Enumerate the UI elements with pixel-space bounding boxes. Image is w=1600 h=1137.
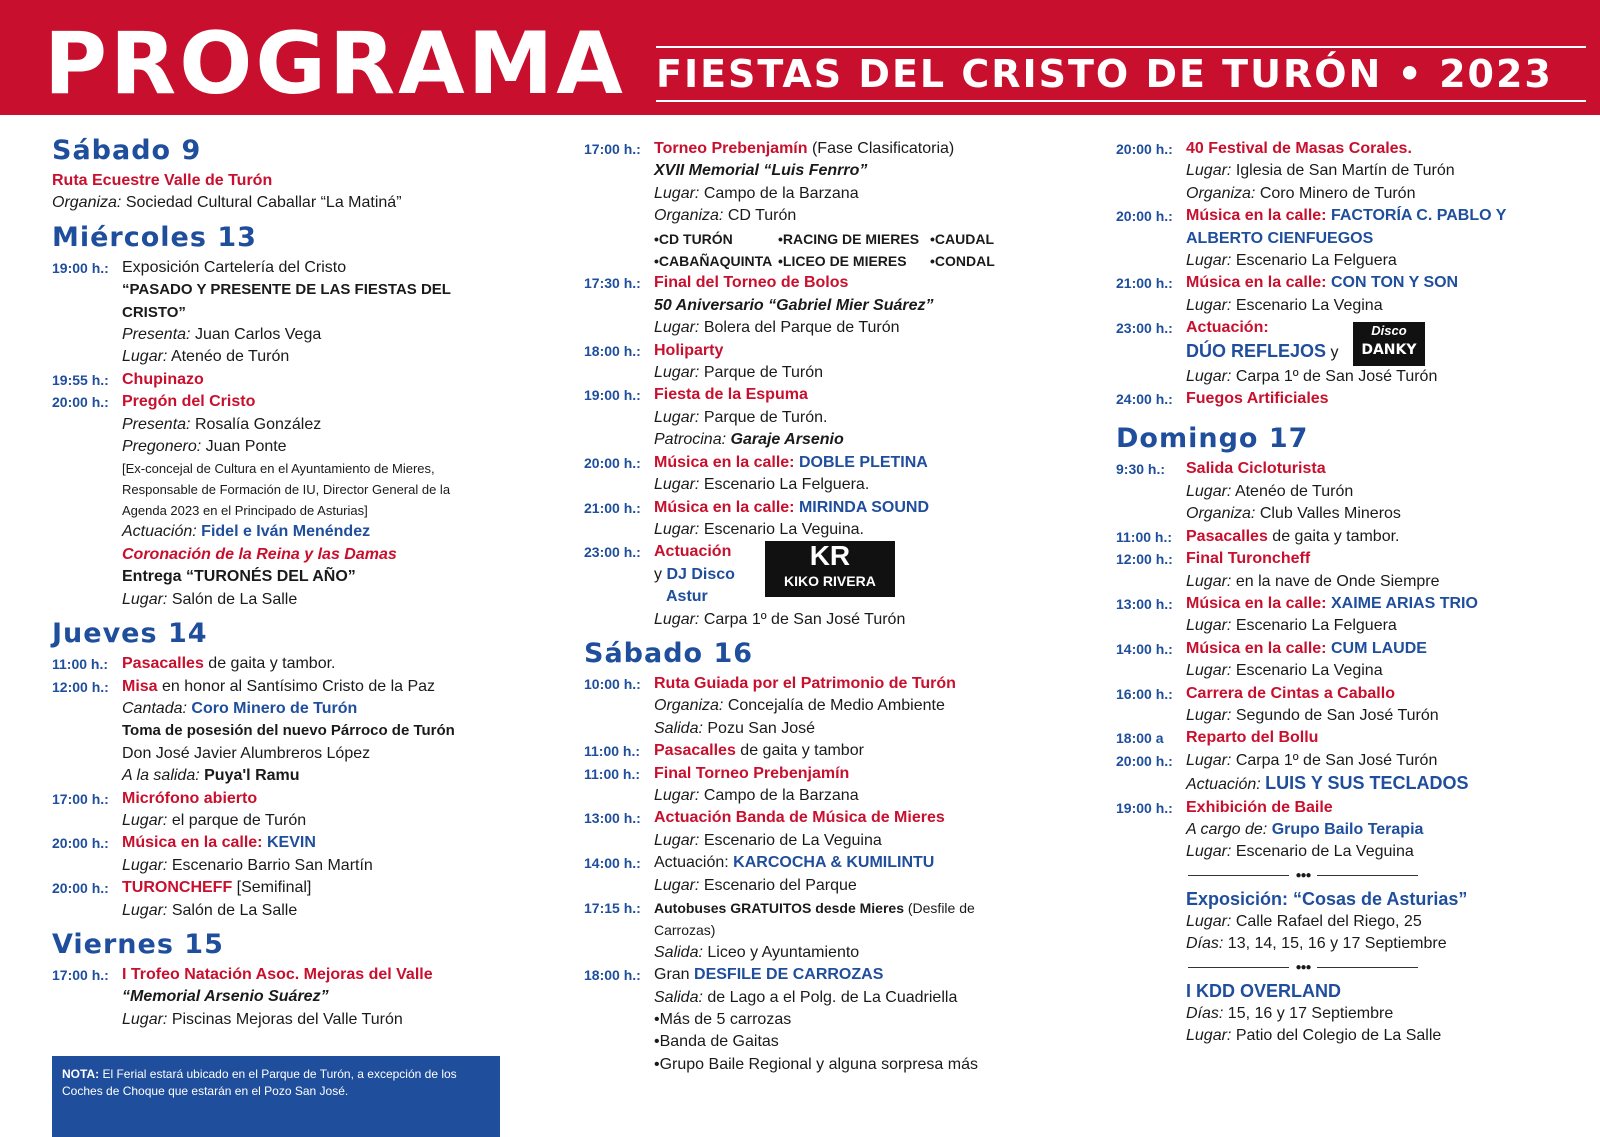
header-banner — [0, 0, 1600, 115]
event-title: Salida Cicloturista — [1186, 460, 1326, 478]
event-time: 20:00 h.: — [52, 880, 109, 897]
event-title: Reparto del Bollu — [1186, 729, 1319, 747]
event-row — [1116, 458, 1576, 525]
event-time: 18:00 h.: — [584, 967, 641, 984]
event-row — [1116, 272, 1576, 317]
event-row — [1116, 205, 1576, 272]
event-detail: Carpa 1º de San José Turón — [1235, 751, 1438, 769]
event-title: Pasacalles — [654, 742, 736, 760]
event-time: 20:00 h.: — [1116, 141, 1173, 157]
event-time: 23:00 h.: — [584, 544, 641, 561]
event-title: Gran — [654, 966, 690, 984]
event-detail: Patio del Colegio de La Salle — [1235, 1027, 1442, 1044]
label: Lugar: — [1186, 617, 1232, 635]
event-row — [584, 272, 1034, 339]
event-row — [1116, 683, 1576, 728]
event-detail: Rosalía González — [194, 415, 322, 433]
event-row — [52, 653, 502, 675]
event-detail: Juan Carlos Vega — [194, 326, 322, 344]
event-time: 9:30 h.: — [1116, 461, 1166, 478]
event-title: Ruta Ecuestre Valle de Turón — [52, 172, 273, 189]
event-detail: Carpa 1º de San José Turón — [703, 610, 906, 628]
event-title: Música en la calle: — [654, 498, 795, 516]
event-detail: (Fase Clasificatoria) — [807, 140, 955, 157]
label: A la salida: — [122, 767, 200, 785]
event-detail: Salón de La Salle — [171, 590, 298, 608]
subtitle-frame — [656, 46, 1586, 102]
event-detail: Escenario de La Veguina — [703, 831, 882, 849]
event-row — [52, 877, 502, 922]
event-title: Música en la calle: — [654, 453, 795, 471]
team-item: •RACING DE MIERES — [778, 230, 920, 247]
event-time: 17:15 h.: — [584, 900, 641, 916]
artist-name: KARCOCHA & KUMILINTU — [733, 854, 935, 872]
event-title: Pasacalles — [122, 655, 204, 673]
artist-name: CON TON Y SON — [1330, 274, 1459, 292]
label: Lugar: — [654, 610, 700, 628]
event-title: Ruta Guiada por el Patrimonio de Turón — [654, 674, 956, 692]
event-detail: Campo de la Barzana — [703, 786, 859, 804]
label: Lugar: — [654, 876, 700, 894]
note-box — [52, 1056, 500, 1137]
event-row — [584, 763, 1034, 808]
label: Lugar: — [1186, 482, 1232, 500]
event-title: Música en la calle: — [1186, 639, 1327, 657]
event-row — [584, 384, 1034, 451]
event-row — [52, 788, 502, 833]
event-time: 13:00 h.: — [1116, 595, 1173, 612]
divider-dots: ●●● — [1295, 869, 1311, 881]
event-subtitle: Toma de posesión del nuevo Párroco de Turón — [122, 722, 455, 740]
event-detail: Atenéo de Turón — [1234, 482, 1354, 500]
event-detail: de gaita y tambor. — [203, 655, 336, 673]
kdd-title: I KDD OVERLAND — [1186, 980, 1342, 1001]
event-time: 19:00 h.: — [584, 387, 641, 404]
event-subtitle: Coronación de la Reina y las Damas — [122, 545, 397, 563]
team-item: •CONDAL — [930, 253, 995, 270]
label: Organiza: — [1186, 184, 1256, 202]
event-time: 17:30 h.: — [584, 275, 641, 292]
event-row — [52, 170, 502, 215]
bullet-item: •Grupo Baile Regional y alguna sorpresa más — [654, 1055, 978, 1073]
label: Lugar: — [654, 520, 700, 538]
event-note: Agenda 2023 en el Principado de Asturias] — [122, 503, 368, 519]
label: Lugar: — [1186, 367, 1232, 385]
label: Lugar: — [654, 786, 700, 804]
program-title: PROGRAMA — [44, 14, 626, 114]
artist-name: ALBERTO CIENFUEGOS — [1186, 229, 1374, 247]
event-detail: (Desfile de Carrozas) — [654, 900, 975, 939]
label: Lugar: — [654, 364, 700, 382]
event-title: Música en la calle: — [1186, 274, 1327, 292]
note-label: NOTA: — [62, 1067, 100, 1081]
event-time: 20:00 h.: — [584, 454, 641, 471]
event-detail: Campo de la Barzana — [703, 184, 859, 202]
label: Lugar: — [1186, 912, 1232, 930]
event-title: Carrera de Cintas a Caballo — [1186, 684, 1395, 702]
kiko-rivera-logo — [765, 541, 895, 597]
event-detail: Pozu San José — [707, 719, 815, 737]
event-time: 21:00 h.: — [1116, 275, 1173, 292]
logo-label: Disco — [1371, 322, 1407, 338]
event-row — [584, 807, 1034, 852]
artist-name: Astur — [666, 588, 708, 606]
event-time: 19:00 h.: — [52, 259, 109, 276]
event-time: 11:00 h.: — [584, 765, 641, 782]
event-detail: Escenario del Parque — [703, 876, 857, 894]
label: Lugar: — [1186, 751, 1232, 769]
event-title: Chupinazo — [122, 370, 204, 388]
divider-dots: ●●● — [1295, 961, 1311, 973]
event-detail: Coro Minero de Turón — [1259, 184, 1416, 202]
event-row — [584, 852, 1034, 897]
label: Patrocina: — [654, 431, 727, 449]
exhibition-title: Exposición: “Cosas de Asturias” — [1186, 888, 1468, 909]
event-time: 13:00 h.: — [584, 810, 641, 827]
day-heading-sabado-9: Sábado 9 — [52, 135, 202, 166]
artist-name: Grupo Bailo Terapia — [1271, 820, 1424, 838]
event-title: Actuación: — [1186, 319, 1269, 337]
event-title: Pregón del Cristo — [122, 393, 256, 411]
event-title: Pasacalles — [1186, 527, 1268, 545]
event-title: Actuación — [654, 543, 732, 561]
event-row — [1116, 388, 1576, 410]
label: Lugar: — [1186, 296, 1232, 314]
event-row — [1116, 593, 1576, 638]
event-row — [52, 964, 502, 1031]
label: Lugar: — [654, 831, 700, 849]
event-row — [52, 369, 502, 391]
label: Lugar: — [1186, 706, 1232, 724]
event-detail: Don José Javier Alumbreros López — [122, 744, 371, 762]
section-divider — [1188, 962, 1418, 973]
label: Lugar: — [122, 1010, 168, 1028]
label: Lugar: — [654, 184, 700, 202]
event-title: TURONCHEFF — [122, 879, 233, 897]
day-heading-miercoles-13: Miércoles 13 — [52, 221, 257, 253]
logo-name: KIKO RIVERA — [784, 573, 876, 590]
label: A cargo de: — [1186, 820, 1268, 838]
event-row — [52, 257, 502, 369]
event-detail: Escenario La Felguera — [1235, 617, 1397, 635]
event-detail: Atenéo de Turón — [170, 348, 290, 366]
label: Actuación: — [122, 523, 197, 541]
event-title: Holiparty — [654, 341, 724, 359]
event-time: 17:00 h.: — [52, 966, 109, 983]
event-detail: Segundo de San José Turón — [1235, 706, 1439, 724]
event-detail: Sociedad Cultural Caballar “La Matiná” — [125, 194, 402, 212]
event-highlight: DESFILE DE CARROZAS — [694, 966, 884, 984]
event-title: Exhibición de Baile — [1186, 798, 1333, 816]
event-title: Música en la calle: — [122, 834, 263, 852]
event-row — [584, 673, 1034, 740]
logo-name: DANKY — [1361, 341, 1417, 358]
artist-name: Coro Minero de Turón — [191, 699, 358, 717]
event-title: I Trofeo Natación Asoc. Mejoras del Valle — [122, 965, 433, 983]
label: Cantada: — [122, 699, 187, 717]
label: Días: — [1186, 935, 1224, 953]
event-title: Música en la calle: — [1186, 594, 1327, 612]
event-row — [584, 541, 1034, 631]
artist-name: CUM LAUDE — [1330, 639, 1427, 657]
team-item: •LICEO DE MIERES — [778, 253, 907, 270]
bullet-item: •Más de 5 carrozas — [654, 1011, 792, 1029]
event-detail: Iglesia de San Martín de Turón — [1235, 162, 1455, 180]
event-detail: Escenario La Felguera. — [703, 476, 870, 494]
event-time: 17:00 h.: — [584, 141, 641, 157]
label: Lugar: — [1186, 843, 1232, 861]
event-detail: Salón de La Salle — [171, 901, 298, 919]
event-detail: 15, 16 y 17 Septiembre — [1227, 1004, 1394, 1022]
event-row — [584, 497, 1034, 542]
day-heading-viernes-15: Viernes 15 — [52, 928, 224, 960]
event-title: Actuación Banda de Música de Mieres — [654, 809, 945, 827]
event-time: 20:00 h.: — [1116, 208, 1173, 225]
label: Salida: — [654, 719, 703, 737]
note-text: El Ferial estará ubicado en el Parque de Turón, a excepción de los Coches de Choque que estarán en el Pozo San José. — [62, 1067, 457, 1098]
event-title: Final Turoncheff — [1186, 550, 1311, 568]
artist-name: KEVIN — [266, 834, 316, 852]
label: Actuación: — [1186, 776, 1261, 794]
event-subtitle: “Memorial Arsenio Suárez” — [122, 988, 329, 1006]
team-item: •CD TURÓN — [654, 230, 733, 247]
event-time: 20:00 h.: — [52, 835, 109, 852]
festival-subtitle: FIESTAS DEL CRISTO DE TURÓN • 2023 — [656, 52, 1553, 96]
event-time: 23:00 h.: — [1116, 320, 1173, 337]
event-title: Actuación: — [654, 854, 729, 872]
event-detail: de Lago a el Polg. de La Cuadriella — [707, 988, 958, 1006]
event-detail: Carpa 1º de San José Turón — [1235, 367, 1438, 385]
event-detail: Liceo y Ayuntamiento — [707, 943, 860, 961]
event-row — [584, 340, 1034, 385]
event-time: 17:00 h.: — [52, 790, 109, 807]
event-detail: Escenario La Veguina. — [703, 520, 864, 538]
column-2 — [584, 138, 1034, 1076]
event-title: Misa — [122, 677, 158, 695]
event-time: 11:00 h.: — [1116, 528, 1173, 545]
conjunction: y — [1330, 343, 1339, 361]
event-row — [1116, 750, 1576, 797]
event-subtitle: XVII Memorial “Luis Fenrro” — [654, 162, 868, 180]
label: Lugar: — [654, 319, 700, 337]
event-time: 11:00 h.: — [52, 656, 109, 673]
event-subtitle: “PASADO Y PRESENTE DE LAS FIESTAS DEL CRISTO” — [122, 281, 451, 321]
event-title: Exposición Cartelería del Cristo — [122, 258, 347, 276]
label: Pregonero: — [122, 438, 202, 456]
label: Lugar: — [122, 811, 168, 829]
event-detail: en honor al Santísimo Cristo de la Paz — [157, 677, 436, 695]
event-detail: Club Valles Mineros — [1259, 505, 1401, 523]
event-note: [Ex-concejal de Cultura en el Ayuntamiento de Mieres, — [122, 461, 435, 477]
event-time: 14:00 h.: — [1116, 640, 1173, 657]
event-title: Fuegos Artificiales — [1186, 390, 1329, 408]
day-heading-sabado-16: Sábado 16 — [584, 637, 754, 669]
label: Presenta: — [122, 415, 191, 433]
conjunction: y — [654, 565, 662, 583]
event-subtitle: 50 Aniversario “Gabriel Mier Suárez” — [654, 296, 934, 314]
event-row — [52, 391, 502, 611]
label: Organiza: — [654, 207, 724, 225]
column-3 — [1116, 138, 1576, 1047]
event-time: 24:00 h.: — [1116, 391, 1173, 408]
event-row — [52, 676, 502, 788]
bullet-item: •Banda de Gaitas — [654, 1033, 779, 1051]
event-detail: Bolera del Parque de Turón — [703, 319, 900, 337]
event-time: 12:00 h.: — [52, 678, 109, 695]
label: Lugar: — [1186, 662, 1232, 680]
event-detail: Escenario La Vegina — [1235, 662, 1383, 680]
label: Lugar: — [654, 476, 700, 494]
event-detail: de gaita y tambor. — [1267, 527, 1400, 545]
artist-name: DJ Disco — [666, 565, 735, 583]
event-time: 14:00 h.: — [584, 855, 641, 872]
event-row — [584, 897, 1034, 964]
label: Salida: — [654, 988, 703, 1006]
event-time: 18:00 h.: — [584, 342, 641, 359]
event-row — [584, 740, 1034, 762]
sponsor-name: Garaje Arsenio — [730, 431, 844, 449]
event-detail: Parque de Turón — [703, 364, 824, 382]
event-time: 19:00 h.: — [1116, 799, 1173, 816]
event-subtitle: Entrega “TURONÉS DEL AÑO” — [122, 568, 356, 586]
event-title: Final del Torneo de Bolos — [654, 274, 849, 292]
label: Lugar: — [1186, 1027, 1232, 1044]
event-title: Torneo Prebenjamín — [654, 140, 808, 157]
artist-name: FACTORÍA C. PABLO Y — [1330, 207, 1507, 225]
team-list — [654, 228, 1034, 273]
artist-name: MIRINDA SOUND — [798, 498, 930, 516]
label: Lugar: — [122, 901, 168, 919]
event-detail: Juan Ponte — [205, 438, 287, 456]
event-detail: Escenario Barrio San Martín — [171, 856, 373, 874]
label: Lugar: — [1186, 572, 1232, 590]
event-row — [1116, 526, 1576, 548]
label: Lugar: — [1186, 162, 1232, 180]
label: Días: — [1186, 1004, 1224, 1022]
event-title: Fiesta de la Espuma — [654, 386, 808, 404]
artist-name: DÚO REFLEJOS — [1186, 340, 1327, 361]
event-row — [1116, 317, 1576, 388]
event-detail: Escenario La Vegina — [1235, 296, 1383, 314]
column-1 — [52, 134, 502, 1031]
event-time: 21:00 h.: — [584, 499, 641, 516]
label: Organiza: — [1186, 505, 1256, 523]
event-detail: el parque de Turón — [171, 811, 307, 829]
label: Salida: — [654, 943, 703, 961]
event-title: Micrófono abierto — [122, 789, 258, 807]
event-row — [1116, 727, 1576, 749]
event-row — [1116, 138, 1576, 205]
event-detail: [Semifinal] — [232, 879, 312, 897]
event-time: 19:55 h.: — [52, 371, 109, 388]
event-row — [584, 964, 1034, 1076]
event-detail: de gaita y tambor — [735, 742, 864, 760]
event-time: 18:00 a — [1116, 730, 1164, 747]
event-time: 12:00 h.: — [1116, 551, 1173, 568]
label: Lugar: — [122, 348, 168, 366]
day-heading-domingo-17: Domingo 17 — [1116, 423, 1309, 455]
day-heading-jueves-14: Jueves 14 — [52, 618, 208, 650]
event-row — [584, 452, 1034, 497]
event-detail: Concejalía de Medio Ambiente — [727, 697, 945, 715]
event-row — [1116, 638, 1576, 683]
label: Lugar: — [1186, 252, 1232, 270]
event-title: 40 Festival de Masas Corales. — [1186, 140, 1412, 157]
event-row — [1116, 797, 1576, 864]
event-detail: Calle Rafael del Riego, 25 — [1235, 912, 1422, 930]
event-detail: 13, 14, 15, 16 y 17 Septiembre — [1227, 935, 1447, 953]
event-title: Final Torneo Prebenjamín — [654, 764, 850, 782]
event-time: 11:00 h.: — [584, 743, 641, 760]
team-item: •CAUDAL — [930, 230, 995, 247]
event-row — [584, 138, 1034, 272]
label: Organiza: — [52, 194, 122, 212]
artist-name: Fidel e Iván Menéndez — [201, 523, 371, 541]
event-row — [1116, 548, 1576, 593]
disco-danky-logo — [1353, 322, 1425, 366]
label: Organiza: — [654, 697, 724, 715]
event-title: Música en la calle: — [1186, 207, 1327, 225]
event-time: 20:00 h.: — [1116, 752, 1173, 769]
event-detail: Piscinas Mejoras del Valle Turón — [171, 1010, 403, 1028]
label: Lugar: — [122, 590, 168, 608]
event-detail: en la nave de Onde Siempre — [1235, 572, 1440, 590]
artist-name: DOBLE PLETINA — [798, 453, 928, 471]
artist-name: LUIS Y SUS TECLADOS — [1265, 773, 1469, 794]
artist-name: Puya'l Ramu — [204, 767, 300, 785]
label: Lugar: — [654, 408, 700, 426]
section-divider — [1188, 870, 1418, 881]
event-detail: Escenario La Felguera — [1235, 252, 1397, 270]
label: Lugar: — [122, 856, 168, 874]
event-detail: CD Turón — [727, 207, 797, 225]
logo-monogram: KR — [809, 540, 851, 572]
event-detail: Parque de Turón. — [703, 408, 828, 426]
event-note: Responsable de Formación de IU, Director General de la — [122, 482, 451, 498]
event-row — [52, 832, 502, 877]
event-title: Autobuses GRATUITOS desde Mieres — [654, 900, 904, 916]
artist-name: XAIME ARIAS TRIO — [1330, 594, 1478, 612]
team-item: •CABAÑAQUINTA — [654, 253, 773, 270]
event-time: 10:00 h.: — [584, 675, 641, 692]
event-time: 20:00 h.: — [52, 394, 109, 411]
event-detail: Escenario de La Veguina — [1235, 843, 1414, 861]
event-time: 16:00 h.: — [1116, 685, 1173, 702]
label: Presenta: — [122, 326, 191, 344]
